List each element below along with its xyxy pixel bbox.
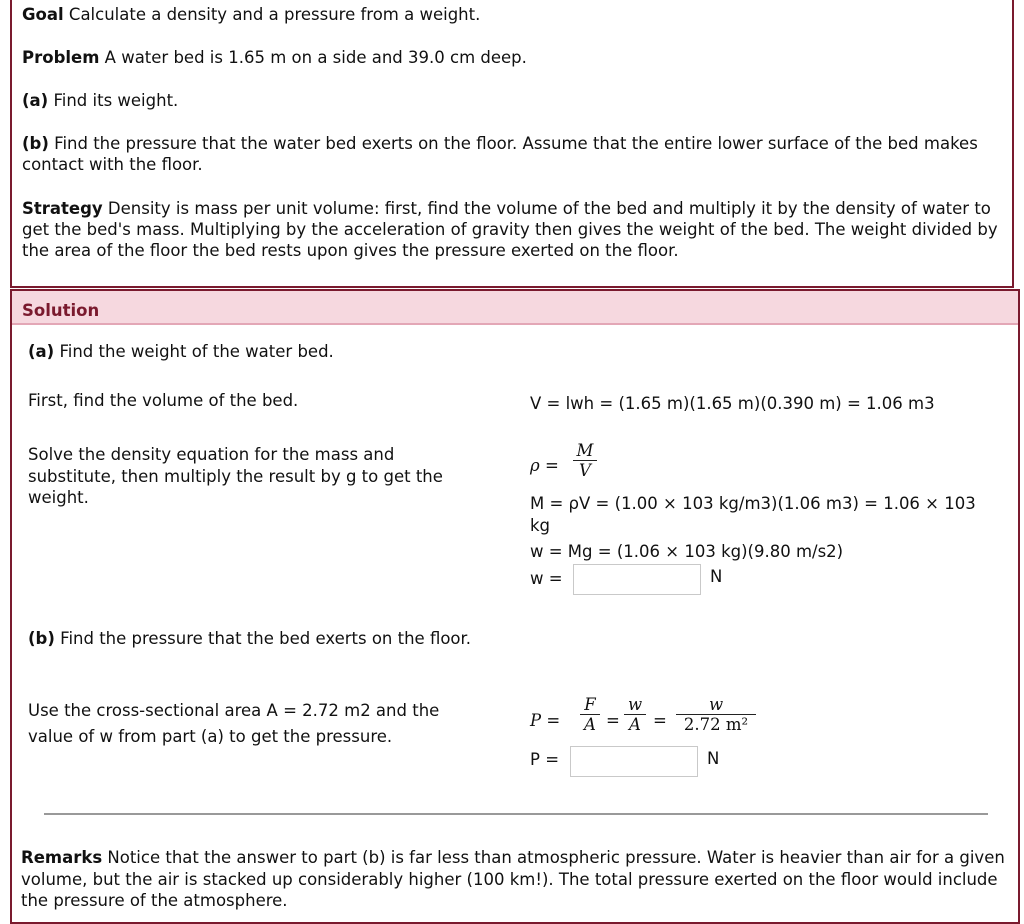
p-f3-numerator: w <box>708 695 724 714</box>
remarks-text: Notice that the answer to part (b) is far less than atmospheric pressure. Water is heavier than air for a given volume, but the air is stacked up considerably higher (100 km!). The total pressure exerted on the floor would include the pressure of the atmosphere. <box>21 848 1005 910</box>
equation-mass-line2: kg <box>530 515 551 535</box>
equation-mass-line1: M = ρV = (1.00 × 103 kg/m3)(1.06 m3) = 1.06 × 103 <box>530 494 976 513</box>
p-lhs: P = <box>530 711 561 730</box>
pressure-answer-input[interactable] <box>570 746 698 777</box>
rho-lhs: ρ = <box>530 456 559 475</box>
sol-a-text: Find the weight of the water bed. <box>54 342 334 361</box>
pressure-fraction-w-area <box>676 695 756 734</box>
part-a-text: Find its weight. <box>48 91 179 110</box>
pressure-fraction-f-a <box>580 695 600 734</box>
remarks-label: Remarks <box>21 848 103 867</box>
p-f1-denominator: A <box>580 714 600 734</box>
p-equals-2: = <box>653 711 667 730</box>
step-density: Solve the density equation for the mass and substitute, then multiply the result by g to get the weight. <box>28 445 443 507</box>
pressure-unit: N <box>707 749 720 768</box>
part-b-text: Find the pressure that the water bed exerts on the floor. Assume that the entire lower surface of the bed makes contact with the floor. <box>22 134 978 174</box>
solution-header <box>12 291 1018 325</box>
problem-label: Problem <box>22 48 100 67</box>
step-volume: First, find the volume of the bed. <box>28 391 299 410</box>
strategy-label: Strategy <box>22 199 103 218</box>
goal-text: Calculate a density and a pressure from a weight. <box>63 5 481 24</box>
part-a-label: (a) <box>22 91 49 110</box>
weight-label: w = <box>530 569 563 588</box>
weight-unit: N <box>710 567 723 586</box>
p-f1-numerator: F <box>584 695 596 714</box>
step-pressure: Use the cross-sectional area A = 2.72 m2 and the value of w from part (a) to get the pressure. <box>28 701 440 746</box>
rho-fraction <box>573 441 597 480</box>
p-f2-denominator: A <box>624 714 646 734</box>
p-f2-numerator: w <box>627 695 643 714</box>
goal-paragraph <box>22 4 1002 25</box>
part-b-heading <box>28 628 478 650</box>
problem-box <box>10 0 1014 288</box>
problem-paragraph <box>22 47 1002 68</box>
part-a-paragraph <box>22 90 1002 111</box>
sol-b-text: Find the pressure that the bed exerts on the floor. <box>54 629 472 648</box>
equation-mass <box>530 493 1010 536</box>
sol-b-label: (b) <box>28 629 55 648</box>
solution-box <box>10 289 1020 924</box>
strategy-paragraph <box>22 198 1002 261</box>
rho-numerator: M <box>576 441 594 460</box>
p-f3-denominator: 2.72 m² <box>676 714 756 734</box>
equation-weight: w = Mg = (1.06 × 103 kg)(9.80 m/s2) <box>530 542 844 561</box>
part-b-paragraph <box>22 133 1002 175</box>
remarks-paragraph <box>21 847 1013 912</box>
pressure-fraction-w-a <box>624 695 646 734</box>
p-equals-1: = <box>606 711 620 730</box>
divider <box>44 813 988 815</box>
solution-title: Solution <box>22 301 100 320</box>
problem-text: A water bed is 1.65 m on a side and 39.0 cm deep. <box>99 48 527 67</box>
goal-label: Goal <box>22 5 64 24</box>
weight-answer-input[interactable] <box>573 564 701 595</box>
sol-a-label: (a) <box>28 342 55 361</box>
rho-denominator: V <box>573 460 597 480</box>
part-b-label: (b) <box>22 134 49 153</box>
part-a-heading <box>28 342 334 361</box>
strategy-text: Density is mass per unit volume: first, find the volume of the bed and multiply it by the density of water to get the bed's mass. Multiplying by the acceleration of gravity then gives the weight of the bed. The weight divided by the area of the floor the bed rests upon gives the pressure exerted on the floor. <box>22 199 998 260</box>
pressure-label: P = <box>530 750 560 769</box>
equation-volume: V = lwh = (1.65 m)(1.65 m)(0.390 m) = 1.06 m3 <box>530 394 935 413</box>
